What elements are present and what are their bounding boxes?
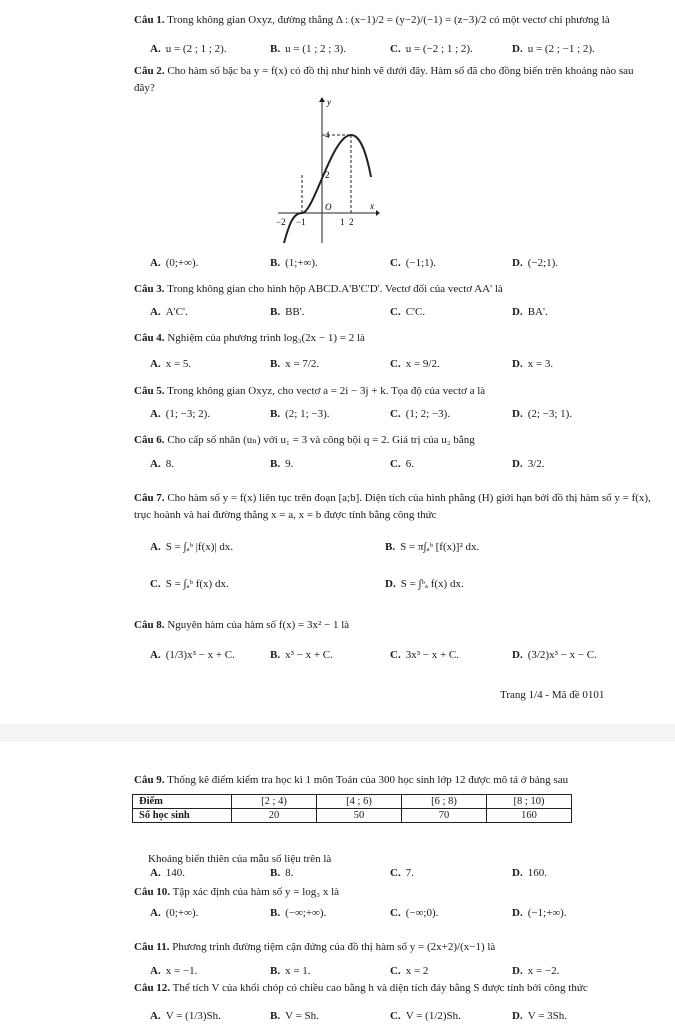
question-label: Câu 8. xyxy=(134,619,165,631)
x-axis-arrow xyxy=(376,210,380,216)
table-cell: 50 xyxy=(317,809,402,823)
question-7 xyxy=(134,490,654,524)
option-a[interactable]: A. S = ∫ₐᵇ |f(x)| dx. xyxy=(150,541,234,553)
option-a[interactable]: A. 8. xyxy=(150,458,174,470)
question-10 xyxy=(134,884,654,901)
question-text: Tập xác định của hàm số y = log₃ x là xyxy=(172,886,340,898)
tick-x-1: 1 xyxy=(340,217,345,227)
option-a[interactable]: A. (0;+∞). xyxy=(150,907,199,919)
answer-row-7b xyxy=(150,578,650,596)
option-d[interactable]: D. (2; −3; 1). xyxy=(512,408,573,420)
question-text: Nguyên hàm của hàm số f(x) = 3x² − 1 là xyxy=(167,619,350,631)
option-c[interactable]: C. u = (−2 ; 1 ; 2). xyxy=(390,43,473,55)
option-d[interactable]: D. (−2;1). xyxy=(512,257,559,269)
option-b[interactable]: B. S = π∫ₐᵇ [f(x)]² dx. xyxy=(385,541,480,553)
option-c[interactable]: C. 7. xyxy=(390,867,414,879)
question-text: Trong không gian Oxyz, đường thẳng Δ : (x−1)/2 = (y−2)/(−1) = (z−3)/2 có một vectơ chỉ phương là xyxy=(167,14,610,26)
question-12 xyxy=(134,980,654,997)
question-6 xyxy=(134,432,654,449)
question-11 xyxy=(134,939,654,956)
question-4 xyxy=(134,330,654,347)
answer-row-4 xyxy=(150,358,650,376)
question-text: Trong không gian Oxyz, cho vectơ a = 2i − 3j + k. Tọa độ của vectơ a là xyxy=(167,385,486,397)
option-c[interactable]: C. (1; 2; −3). xyxy=(390,408,451,420)
answer-row-5 xyxy=(150,408,650,426)
table-cell: 70 xyxy=(402,809,487,823)
y-axis-arrow xyxy=(319,97,325,102)
question-label: Câu 6. xyxy=(134,434,165,446)
question-label: Câu 5. xyxy=(134,385,165,397)
option-b[interactable]: B. 9. xyxy=(270,458,294,470)
question-label: Câu 11. xyxy=(134,941,170,953)
answer-row-9 xyxy=(150,867,650,885)
question-text: Thể tích V của khối chóp có chiều cao bằng h và diện tích đáy bằng S được tính bởi công thức xyxy=(172,982,588,994)
option-c[interactable]: C. S = ∫ₐᵇ f(x) dx. xyxy=(150,578,229,590)
table-row xyxy=(133,795,572,809)
option-a[interactable]: A. (1; −3; 2). xyxy=(150,408,211,420)
option-d[interactable]: D. (3/2)x³ − x − C. xyxy=(512,649,597,661)
option-d[interactable]: D. (−1;+∞). xyxy=(512,907,567,919)
question-text: Trong không gian cho hình hộp ABCD.A'B'C'D'. Vectơ đối của vectơ AA' là xyxy=(167,283,503,295)
answer-row-8 xyxy=(150,649,650,667)
option-a[interactable]: A. (0;+∞). xyxy=(150,257,199,269)
tick-y-4: 4 xyxy=(325,130,330,140)
question-label: Câu 9. xyxy=(134,774,165,786)
option-c[interactable]: C. (−∞;0). xyxy=(390,907,439,919)
option-b[interactable]: B. V = Sh. xyxy=(270,1010,319,1022)
option-c[interactable]: C. 3x³ − x + C. xyxy=(390,649,459,661)
option-d[interactable]: D. 160. xyxy=(512,867,547,879)
table-cell: [2 ; 4) xyxy=(232,795,317,809)
question-text: Nghiệm của phương trình log₃(2x − 1) = 2 là xyxy=(167,332,365,344)
table-cell: [4 ; 6) xyxy=(317,795,402,809)
page-separator xyxy=(0,724,675,742)
table-cell: [8 ; 10) xyxy=(487,795,572,809)
option-a[interactable]: A. x = −1. xyxy=(150,965,198,977)
question-9 xyxy=(134,772,654,789)
question-text: Thống kê điểm kiểm tra học kì 1 môn Toán của 300 học sinh lớp 12 được mô tả ở bảng sau xyxy=(167,774,569,786)
question-3 xyxy=(134,281,654,298)
page-footer: Trang 1/4 - Mã đề 0101 xyxy=(500,689,605,701)
option-b[interactable]: B. u = (1 ; 2 ; 3). xyxy=(270,43,346,55)
answer-row-12 xyxy=(150,1010,650,1028)
option-d[interactable]: D. x = 3. xyxy=(512,358,554,370)
option-b[interactable]: B. x = 7/2. xyxy=(270,358,320,370)
option-a[interactable]: A. (1/3)x³ − x + C. xyxy=(150,649,235,661)
option-c[interactable]: C. C'C. xyxy=(390,306,426,318)
origin-label: O xyxy=(325,202,332,212)
answer-row-2 xyxy=(150,257,650,275)
option-b[interactable]: B. x³ − x + C. xyxy=(270,649,333,661)
question-9-subtext: Khoảng biến thiên của mẫu số liệu trên là xyxy=(148,853,332,865)
table-cell: 160 xyxy=(487,809,572,823)
score-table xyxy=(132,794,572,823)
option-a[interactable]: A. u = (2 ; 1 ; 2). xyxy=(150,43,227,55)
question-text: Phương trình đường tiệm cận đứng của đồ thị hàm số y = (2x+2)/(x−1) là xyxy=(172,941,496,953)
option-b[interactable]: B. BB'. xyxy=(270,306,305,318)
question-label: Câu 12. xyxy=(134,982,171,994)
question-5 xyxy=(134,383,654,400)
table-cell: 20 xyxy=(232,809,317,823)
cubic-graph-figure xyxy=(270,95,380,245)
answer-row-7a xyxy=(150,541,650,559)
option-c[interactable]: C. x = 9/2. xyxy=(390,358,440,370)
question-8 xyxy=(134,617,654,634)
question-label: Câu 1. xyxy=(134,14,165,26)
question-text: Cho hàm số y = f(x) liên tục trên đoạn [a;b]. Diện tích của hình phẳng (H) giới hạn bởi đồ thị hàm số y = f(x), trục hoành và hai đường thẳng x = a, x = b được tính bằng công thức xyxy=(134,492,651,521)
option-b[interactable]: B. (1;+∞). xyxy=(270,257,318,269)
option-a[interactable]: A. V = (1/3)Sh. xyxy=(150,1010,221,1022)
question-label: Câu 2. xyxy=(134,65,165,77)
option-d[interactable]: D. BA'. xyxy=(512,306,548,318)
option-d[interactable]: D. 3/2. xyxy=(512,458,545,470)
y-axis-label: y xyxy=(327,97,331,107)
option-b[interactable]: B. (−∞;+∞). xyxy=(270,907,327,919)
option-c[interactable]: C. x = 2 xyxy=(390,965,429,977)
option-a[interactable]: A. x = 5. xyxy=(150,358,192,370)
option-c[interactable]: C. 6. xyxy=(390,458,414,470)
tick-x-minus-2: −2 xyxy=(276,217,286,227)
table-header-cell: Số học sinh xyxy=(133,809,232,823)
option-a[interactable]: A. 140. xyxy=(150,867,185,879)
option-b[interactable]: B. 8. xyxy=(270,867,294,879)
option-b[interactable]: B. x = 1. xyxy=(270,965,311,977)
x-axis-label: x xyxy=(370,201,374,211)
tick-x-2: 2 xyxy=(349,217,354,227)
option-a[interactable]: A. A'C'. xyxy=(150,306,188,318)
table-cell: [6 ; 8) xyxy=(402,795,487,809)
question-label: Câu 10. xyxy=(134,886,171,898)
question-label: Câu 7. xyxy=(134,492,165,504)
option-c[interactable]: C. V = (1/2)Sh. xyxy=(390,1010,461,1022)
option-c[interactable]: C. (−1;1). xyxy=(390,257,437,269)
answer-row-10 xyxy=(150,907,650,925)
tick-x-minus-1: −1 xyxy=(296,217,306,227)
answer-row-3 xyxy=(150,306,650,324)
tick-y-2: 2 xyxy=(325,170,330,180)
option-d[interactable]: D. x = −2. xyxy=(512,965,560,977)
answer-row-6 xyxy=(150,458,650,476)
option-d[interactable]: D. V = 3Sh. xyxy=(512,1010,568,1022)
option-d[interactable]: D. u = (2 ; −1 ; 2). xyxy=(512,43,595,55)
table-row xyxy=(133,809,572,823)
table-header-cell: Điểm xyxy=(133,795,232,809)
answer-row-1 xyxy=(150,43,650,61)
question-label: Câu 3. xyxy=(134,283,165,295)
question-2 xyxy=(134,63,654,97)
option-d[interactable]: D. S = ∫ᵇₐ f(x) dx. xyxy=(385,578,464,590)
question-text: Cho cấp số nhân (uₙ) với u₁ = 3 và công bội q = 2. Giá trị của u₂ bằng xyxy=(167,434,475,446)
option-b[interactable]: B. (2; 1; −3). xyxy=(270,408,330,420)
question-text: Cho hàm số bậc ba y = f(x) có đồ thị như hình vẽ dưới đây. Hàm số đã cho đồng biến trên khoảng nào sau đây? xyxy=(134,65,634,94)
question-label: Câu 4. xyxy=(134,332,165,344)
question-1 xyxy=(134,12,654,29)
